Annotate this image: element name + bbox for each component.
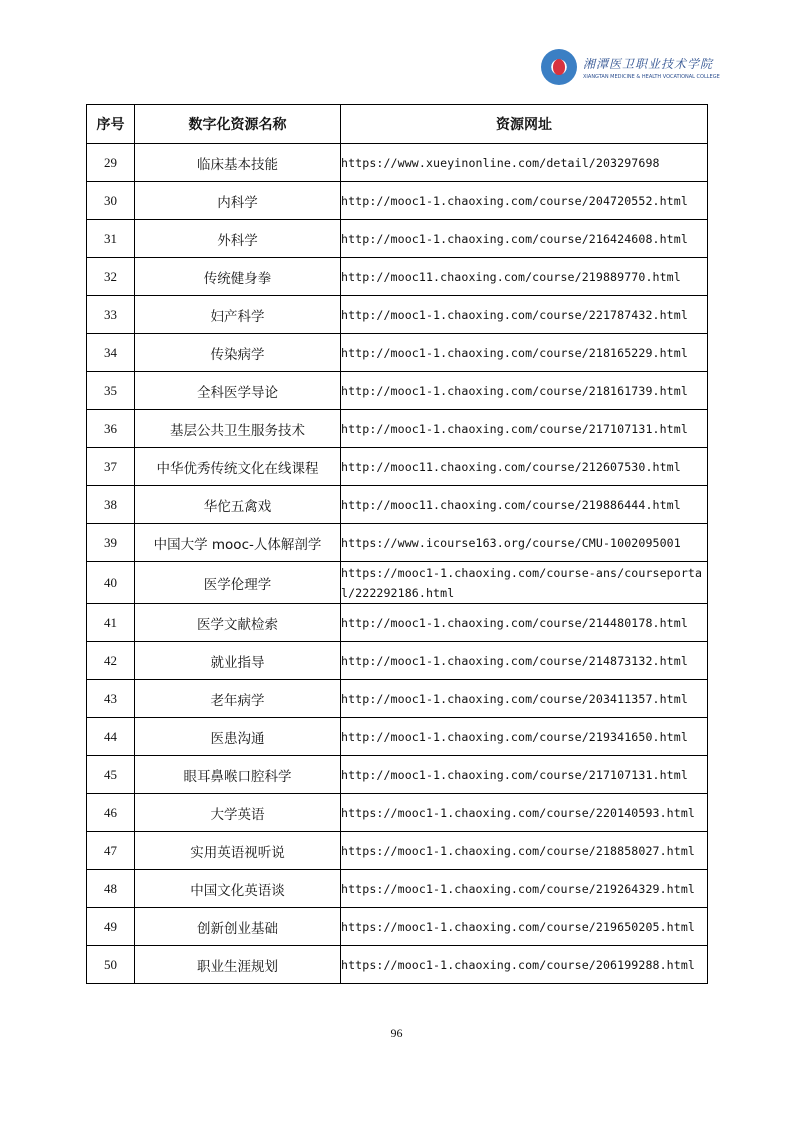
row-index: 34: [87, 334, 135, 372]
college-emblem-icon: [541, 49, 577, 85]
row-resource-name: 老年病学: [135, 680, 341, 718]
table-row: [87, 832, 708, 870]
table-row: [87, 756, 708, 794]
header-resource-name: 数字化资源名称: [135, 105, 341, 144]
table-row: [87, 680, 708, 718]
row-resource-url[interactable]: https://www.icourse163.org/course/CMU-1002095001: [341, 524, 708, 562]
row-resource-name: 外科学: [135, 220, 341, 258]
table-row: [87, 372, 708, 410]
row-index: 48: [87, 870, 135, 908]
row-resource-url[interactable]: http://mooc11.chaoxing.com/course/219886444.html: [341, 486, 708, 524]
row-resource-name: 医学伦理学: [135, 562, 341, 604]
row-resource-name: 中国大学 mooc-人体解剖学: [135, 524, 341, 562]
row-index: 30: [87, 182, 135, 220]
row-resource-name: 职业生涯规划: [135, 946, 341, 984]
row-resource-name: 临床基本技能: [135, 144, 341, 182]
row-resource-name: 基层公共卫生服务技术: [135, 410, 341, 448]
row-resource-url[interactable]: http://mooc11.chaoxing.com/course/219889770.html: [341, 258, 708, 296]
table-row: [87, 642, 708, 680]
table-row: [87, 794, 708, 832]
row-resource-name: 实用英语视听说: [135, 832, 341, 870]
row-index: 47: [87, 832, 135, 870]
row-resource-name: 医学文献检索: [135, 604, 341, 642]
row-resource-url[interactable]: https://mooc1-1.chaoxing.com/course/219650205.html: [341, 908, 708, 946]
row-resource-url[interactable]: http://mooc1-1.chaoxing.com/course/214480178.html: [341, 604, 708, 642]
table-row: [87, 144, 708, 182]
resource-table: [86, 104, 708, 984]
row-resource-url[interactable]: http://mooc1-1.chaoxing.com/course/217107131.html: [341, 410, 708, 448]
row-resource-url[interactable]: http://mooc1-1.chaoxing.com/course/217107131.html: [341, 756, 708, 794]
table-row: [87, 524, 708, 562]
row-index: 40: [87, 562, 135, 604]
row-resource-name: 妇产科学: [135, 296, 341, 334]
header-index: 序号: [87, 105, 135, 144]
row-index: 50: [87, 946, 135, 984]
row-resource-url[interactable]: https://mooc1-1.chaoxing.com/course/220140593.html: [341, 794, 708, 832]
row-resource-url[interactable]: https://mooc1-1.chaoxing.com/course-ans/courseportal/222292186.html: [341, 562, 708, 604]
row-resource-url[interactable]: https://mooc1-1.chaoxing.com/course/219264329.html: [341, 870, 708, 908]
row-resource-url[interactable]: https://mooc1-1.chaoxing.com/course/206199288.html: [341, 946, 708, 984]
row-resource-name: 眼耳鼻喉口腔科学: [135, 756, 341, 794]
table-row: [87, 946, 708, 984]
table-row: [87, 448, 708, 486]
table-row: [87, 182, 708, 220]
row-index: 45: [87, 756, 135, 794]
row-resource-name: 中华优秀传统文化在线课程: [135, 448, 341, 486]
row-resource-url[interactable]: http://mooc11.chaoxing.com/course/212607530.html: [341, 448, 708, 486]
row-index: 33: [87, 296, 135, 334]
row-index: 29: [87, 144, 135, 182]
row-index: 44: [87, 718, 135, 756]
row-resource-url[interactable]: http://mooc1-1.chaoxing.com/course/221787432.html: [341, 296, 708, 334]
table-row: [87, 258, 708, 296]
row-index: 35: [87, 372, 135, 410]
row-resource-name: 华佗五禽戏: [135, 486, 341, 524]
row-index: 46: [87, 794, 135, 832]
row-resource-url[interactable]: http://mooc1-1.chaoxing.com/course/214873132.html: [341, 642, 708, 680]
table-row: [87, 604, 708, 642]
row-resource-url[interactable]: http://mooc1-1.chaoxing.com/course/218161739.html: [341, 372, 708, 410]
row-index: 38: [87, 486, 135, 524]
row-resource-url[interactable]: http://mooc1-1.chaoxing.com/course/203411357.html: [341, 680, 708, 718]
table-row: [87, 562, 708, 604]
table-row: [87, 296, 708, 334]
table-header: [87, 105, 708, 144]
row-index: 41: [87, 604, 135, 642]
page-number: 96: [390, 1026, 403, 1040]
row-index: 36: [87, 410, 135, 448]
row-resource-name: 传染病学: [135, 334, 341, 372]
table-body: [87, 144, 708, 984]
row-index: 39: [87, 524, 135, 562]
row-resource-url[interactable]: http://mooc1-1.chaoxing.com/course/204720552.html: [341, 182, 708, 220]
row-index: 37: [87, 448, 135, 486]
row-index: 31: [87, 220, 135, 258]
row-resource-name: 大学英语: [135, 794, 341, 832]
table-row: [87, 908, 708, 946]
table-row: [87, 410, 708, 448]
header-resource-url: 资源网址: [341, 105, 708, 144]
table-row: [87, 870, 708, 908]
row-resource-name: 医患沟通: [135, 718, 341, 756]
row-index: 43: [87, 680, 135, 718]
row-resource-url[interactable]: http://mooc1-1.chaoxing.com/course/218165229.html: [341, 334, 708, 372]
college-name-cn: 湘潭医卫职业技术学院: [583, 56, 714, 71]
row-index: 49: [87, 908, 135, 946]
row-resource-name: 中国文化英语谈: [135, 870, 341, 908]
table-row: [87, 486, 708, 524]
college-name: [583, 55, 720, 80]
row-index: 32: [87, 258, 135, 296]
table-row: [87, 334, 708, 372]
row-resource-name: 传统健身拳: [135, 258, 341, 296]
row-resource-url[interactable]: https://www.xueyinonline.com/detail/203297698: [341, 144, 708, 182]
row-resource-url[interactable]: http://mooc1-1.chaoxing.com/course/216424608.html: [341, 220, 708, 258]
table-row: [87, 718, 708, 756]
row-resource-name: 就业指导: [135, 642, 341, 680]
row-resource-url[interactable]: https://mooc1-1.chaoxing.com/course/218858027.html: [341, 832, 708, 870]
table-row: [87, 220, 708, 258]
row-index: 42: [87, 642, 135, 680]
college-logo: [541, 47, 720, 87]
row-resource-name: 全科医学导论: [135, 372, 341, 410]
row-resource-name: 内科学: [135, 182, 341, 220]
row-resource-url[interactable]: http://mooc1-1.chaoxing.com/course/219341650.html: [341, 718, 708, 756]
row-resource-name: 创新创业基础: [135, 908, 341, 946]
college-name-en: XIANGTAN MEDICINE & HEALTH VOCATIONAL COLLEGE: [583, 73, 720, 80]
